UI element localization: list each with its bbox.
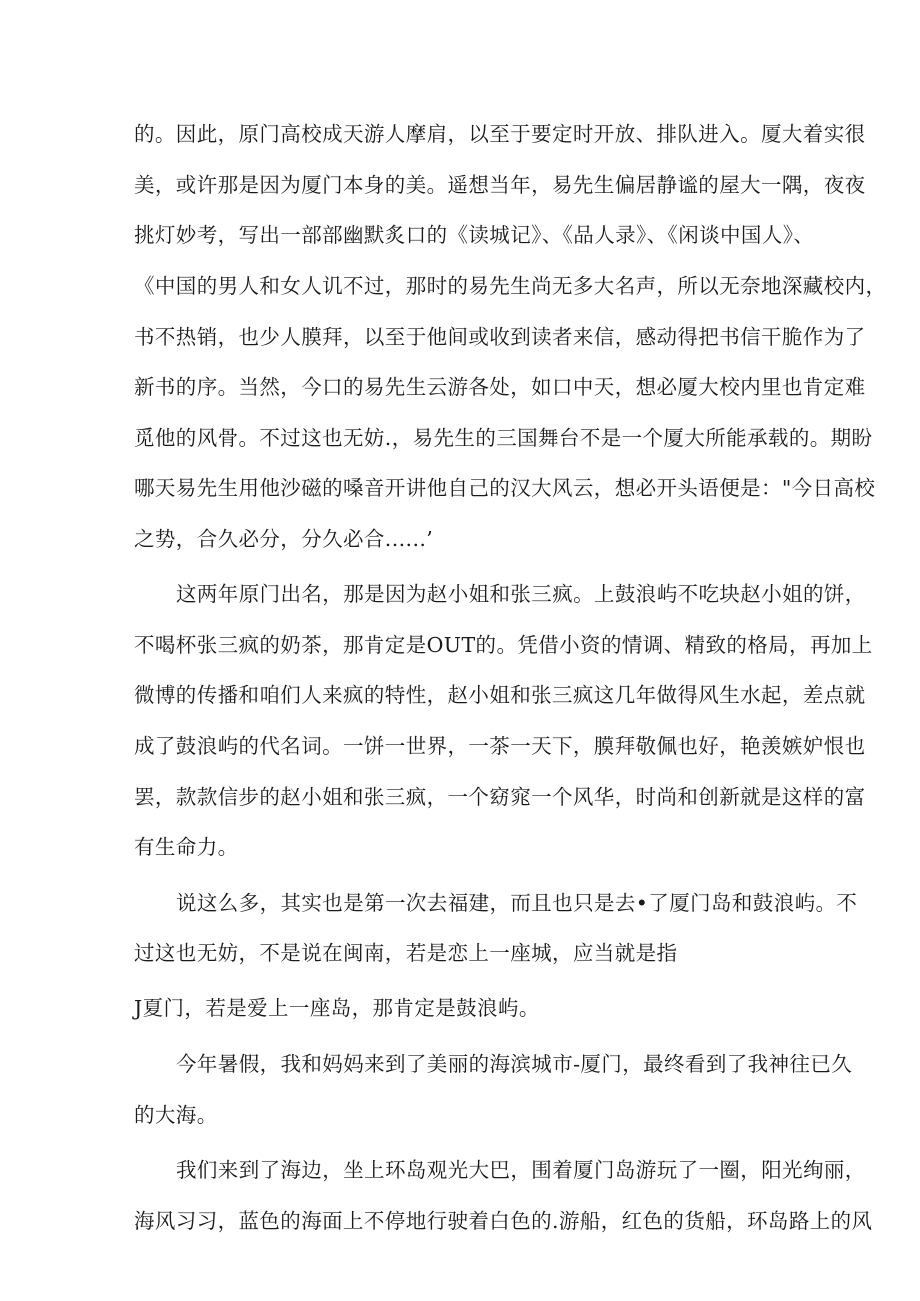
- text-line: 新书的序。当然，今口的易先生云游各处，如口中天，想必厦大校内里也肯定难: [134, 375, 866, 399]
- text-line: 过这也无妨，不是说在闽南，若是恋上一座城，应当就是指: [134, 941, 678, 965]
- text-line: 书不热销，也少人膜拜，以至于他间或收到读者来信，感动得把书信干脆作为了: [134, 325, 866, 349]
- text-line: 之势，合久必分，分久必合......’: [134, 527, 434, 551]
- text-line: 海风习习，蓝色的海面上不停地行驶着白色的.游船，红色的货船，环岛路上的风: [134, 1209, 873, 1233]
- text-line: 不喝杯张三疯的奶茶，那肯定是OUT的。凭借小资的情调、精致的格局，再加上: [134, 633, 873, 657]
- text-line: 哪天易先生用他沙磁的嗓音开讲他自己的汉大风云，想必开头语便是："今日高校: [134, 476, 876, 500]
- text-line: 的大海。: [134, 1103, 218, 1127]
- text-line: 《中国的男人和女人讥不过，那时的易先生尚无多大名声，所以无奈地深藏校内，: [134, 274, 887, 298]
- text-line: 罢，款款信步的赵小姐和张三疯，一个窈窕一个风华，时尚和创新就是这样的富: [134, 785, 866, 809]
- text-line: 的。因此，原门高校成天游人摩肩，以至于要定时开放、排队进入。厦大着实很: [134, 122, 866, 146]
- text-line: J夏门，若是爱上一座岛，那肯定是鼓浪屿。: [134, 996, 540, 1020]
- text-line: 美，或许那是因为厦门本身的美。遥想当年，易先生偏居静谧的屋大一隅，夜夜: [134, 173, 866, 197]
- text-line: 这两年原门出名，那是因为赵小姐和张三疯。上鼓浪屿不吃块赵小姐的饼，: [176, 582, 866, 606]
- text-line: 有生命力。: [134, 835, 239, 859]
- text-line: 成了鼓浪屿的代名词。一饼一世界，一茶一天下，膜拜敬佩也好，艳羡嫉妒恨也: [134, 734, 866, 758]
- text-line: 我们来到了海边，坐上环岛观光大巴，围着厦门岛游玩了一圈，阳光绚丽，: [176, 1158, 866, 1182]
- text-line: 挑灯妙考，写出一部部幽默炙口的《读城记》、《品人录》、《闲谈中国人》、: [134, 223, 815, 247]
- text-line: 微博的传播和咱们人来疯的特性，赵小姐和张三疯这几年做得风生水起，差点就: [134, 683, 866, 707]
- text-line: 今年暑假，我和妈妈来到了美丽的海滨城市-厦门，最终看到了我神往已久: [176, 1052, 853, 1076]
- text-line: 觅他的风骨。不过这也无妨.，易先生的三国舞台不是一个厦大所能承载的。期盼: [134, 426, 873, 450]
- text-line: 说这么多，其实也是第一次去福建，而且也只是去•了厦门岛和鼓浪屿。不: [176, 891, 858, 915]
